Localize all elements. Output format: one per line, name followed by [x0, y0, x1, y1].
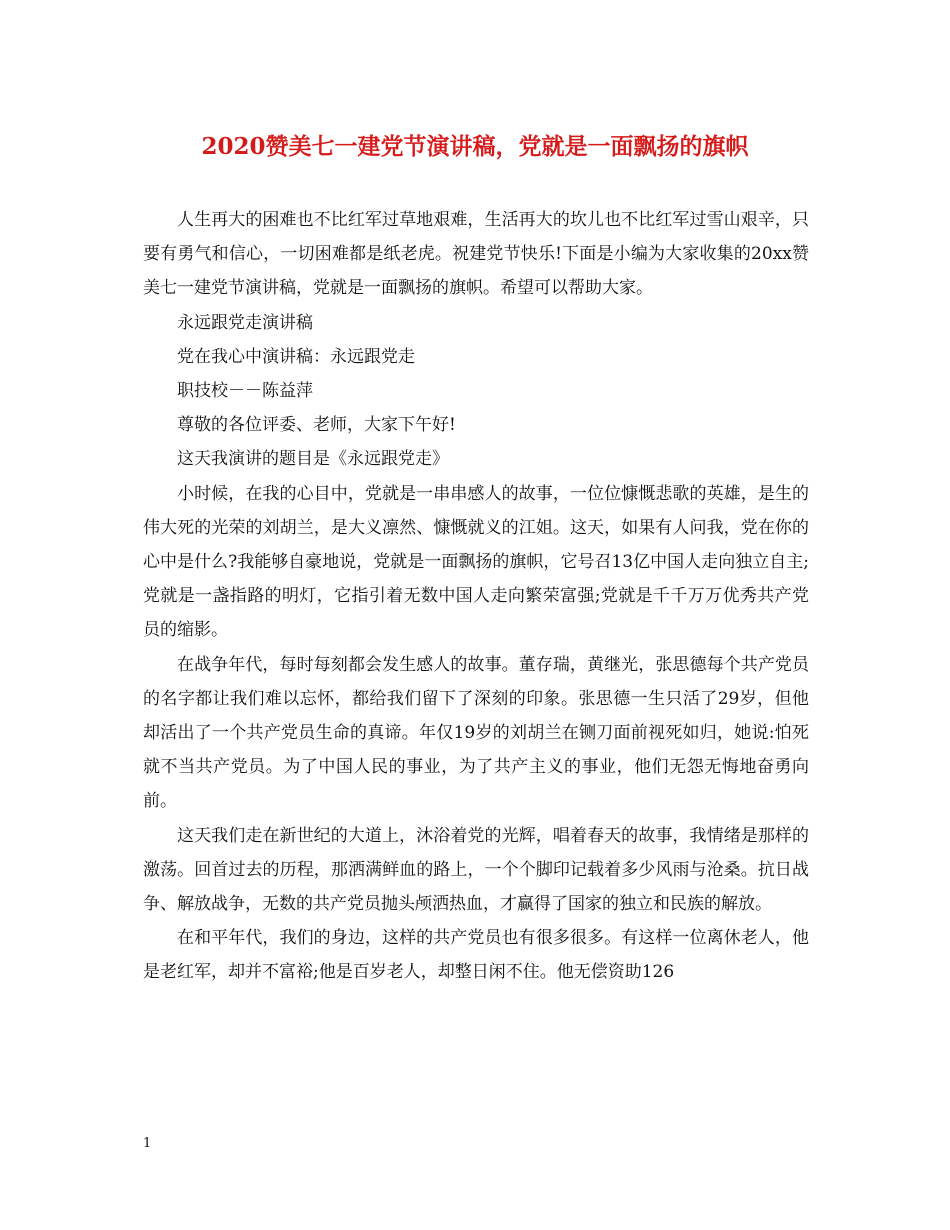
- paragraph: 在和平年代，我们的身边，这样的共产党员也有很多很多。有这样一位离休老人，他是老红军，却并不富裕;他是百岁老人，却整日闲不住。他无偿资助126: [143, 928, 809, 983]
- document-body: [143, 203, 809, 990]
- paragraph: 尊敬的各位评委、老师，大家下午好!: [177, 415, 456, 436]
- paragraph: 这天我演讲的题目是《永远跟党走》: [177, 449, 449, 470]
- paragraph: 永远跟党走演讲稿: [177, 312, 313, 333]
- document-title: 2020赞美七一建党节演讲稿，党就是一面飘扬的旗帜: [201, 133, 749, 160]
- page-number: 1: [143, 1136, 152, 1151]
- paragraph: 在战争年代，每时每刻都会发生感人的故事。董存瑞，黄继光，张思德每个共产党员的名字都让我们难以忘怀，都给我们留下了深刻的印象。张思德一生只活了29岁，但他却活出了一个共产党员生命的真谛。年仅19岁的刘胡兰在铡刀面前视死如归，她说:怕死就不当共产党员。为了中国人民的事业，为了共产主义的事业，他们无怨无悔地奋勇向前。: [143, 654, 809, 812]
- paragraph: 人生再大的困难也不比红军过草地艰难，生活再大的坎儿也不比红军过雪山艰辛，只要有勇气和信心，一切困难都是纸老虎。祝建党节快乐!下面是小编为大家收集的20xx赞美七一建党节演讲稿，党就是一面飘扬的旗帜。希望可以帮助大家。: [143, 210, 809, 299]
- paragraph: 这天我们走在新世纪的大道上，沐浴着党的光辉，唱着春天的故事，我情绪是那样的激荡。回首过去的历程，那洒满鲜血的路上，一个个脚印记载着多少风雨与沧桑。抗日战争、解放战争，无数的共产党员抛头颅洒热血，才赢得了国家的独立和民族的解放。: [143, 825, 809, 915]
- paragraph: 小时候，在我的心目中，党就是一串串感人的故事，一位位慷慨悲歌的英雄，是生的伟大死的光荣的刘胡兰，是大义凛然、慷慨就义的江姐。这天，如果有人问我，党在你的心中是什么?我能够自豪地说，党就是一面飘扬的旗帜，它号召13亿中国人走向独立自主;党就是一盏指路的明灯，它指引着无数中国人走向繁荣富强;党就是千千万万优秀共产党员的缩影。: [143, 483, 809, 641]
- paragraph: 职技校－－陈益萍: [177, 381, 313, 402]
- paragraph: 党在我心中演讲稿：永远跟党走: [177, 346, 415, 367]
